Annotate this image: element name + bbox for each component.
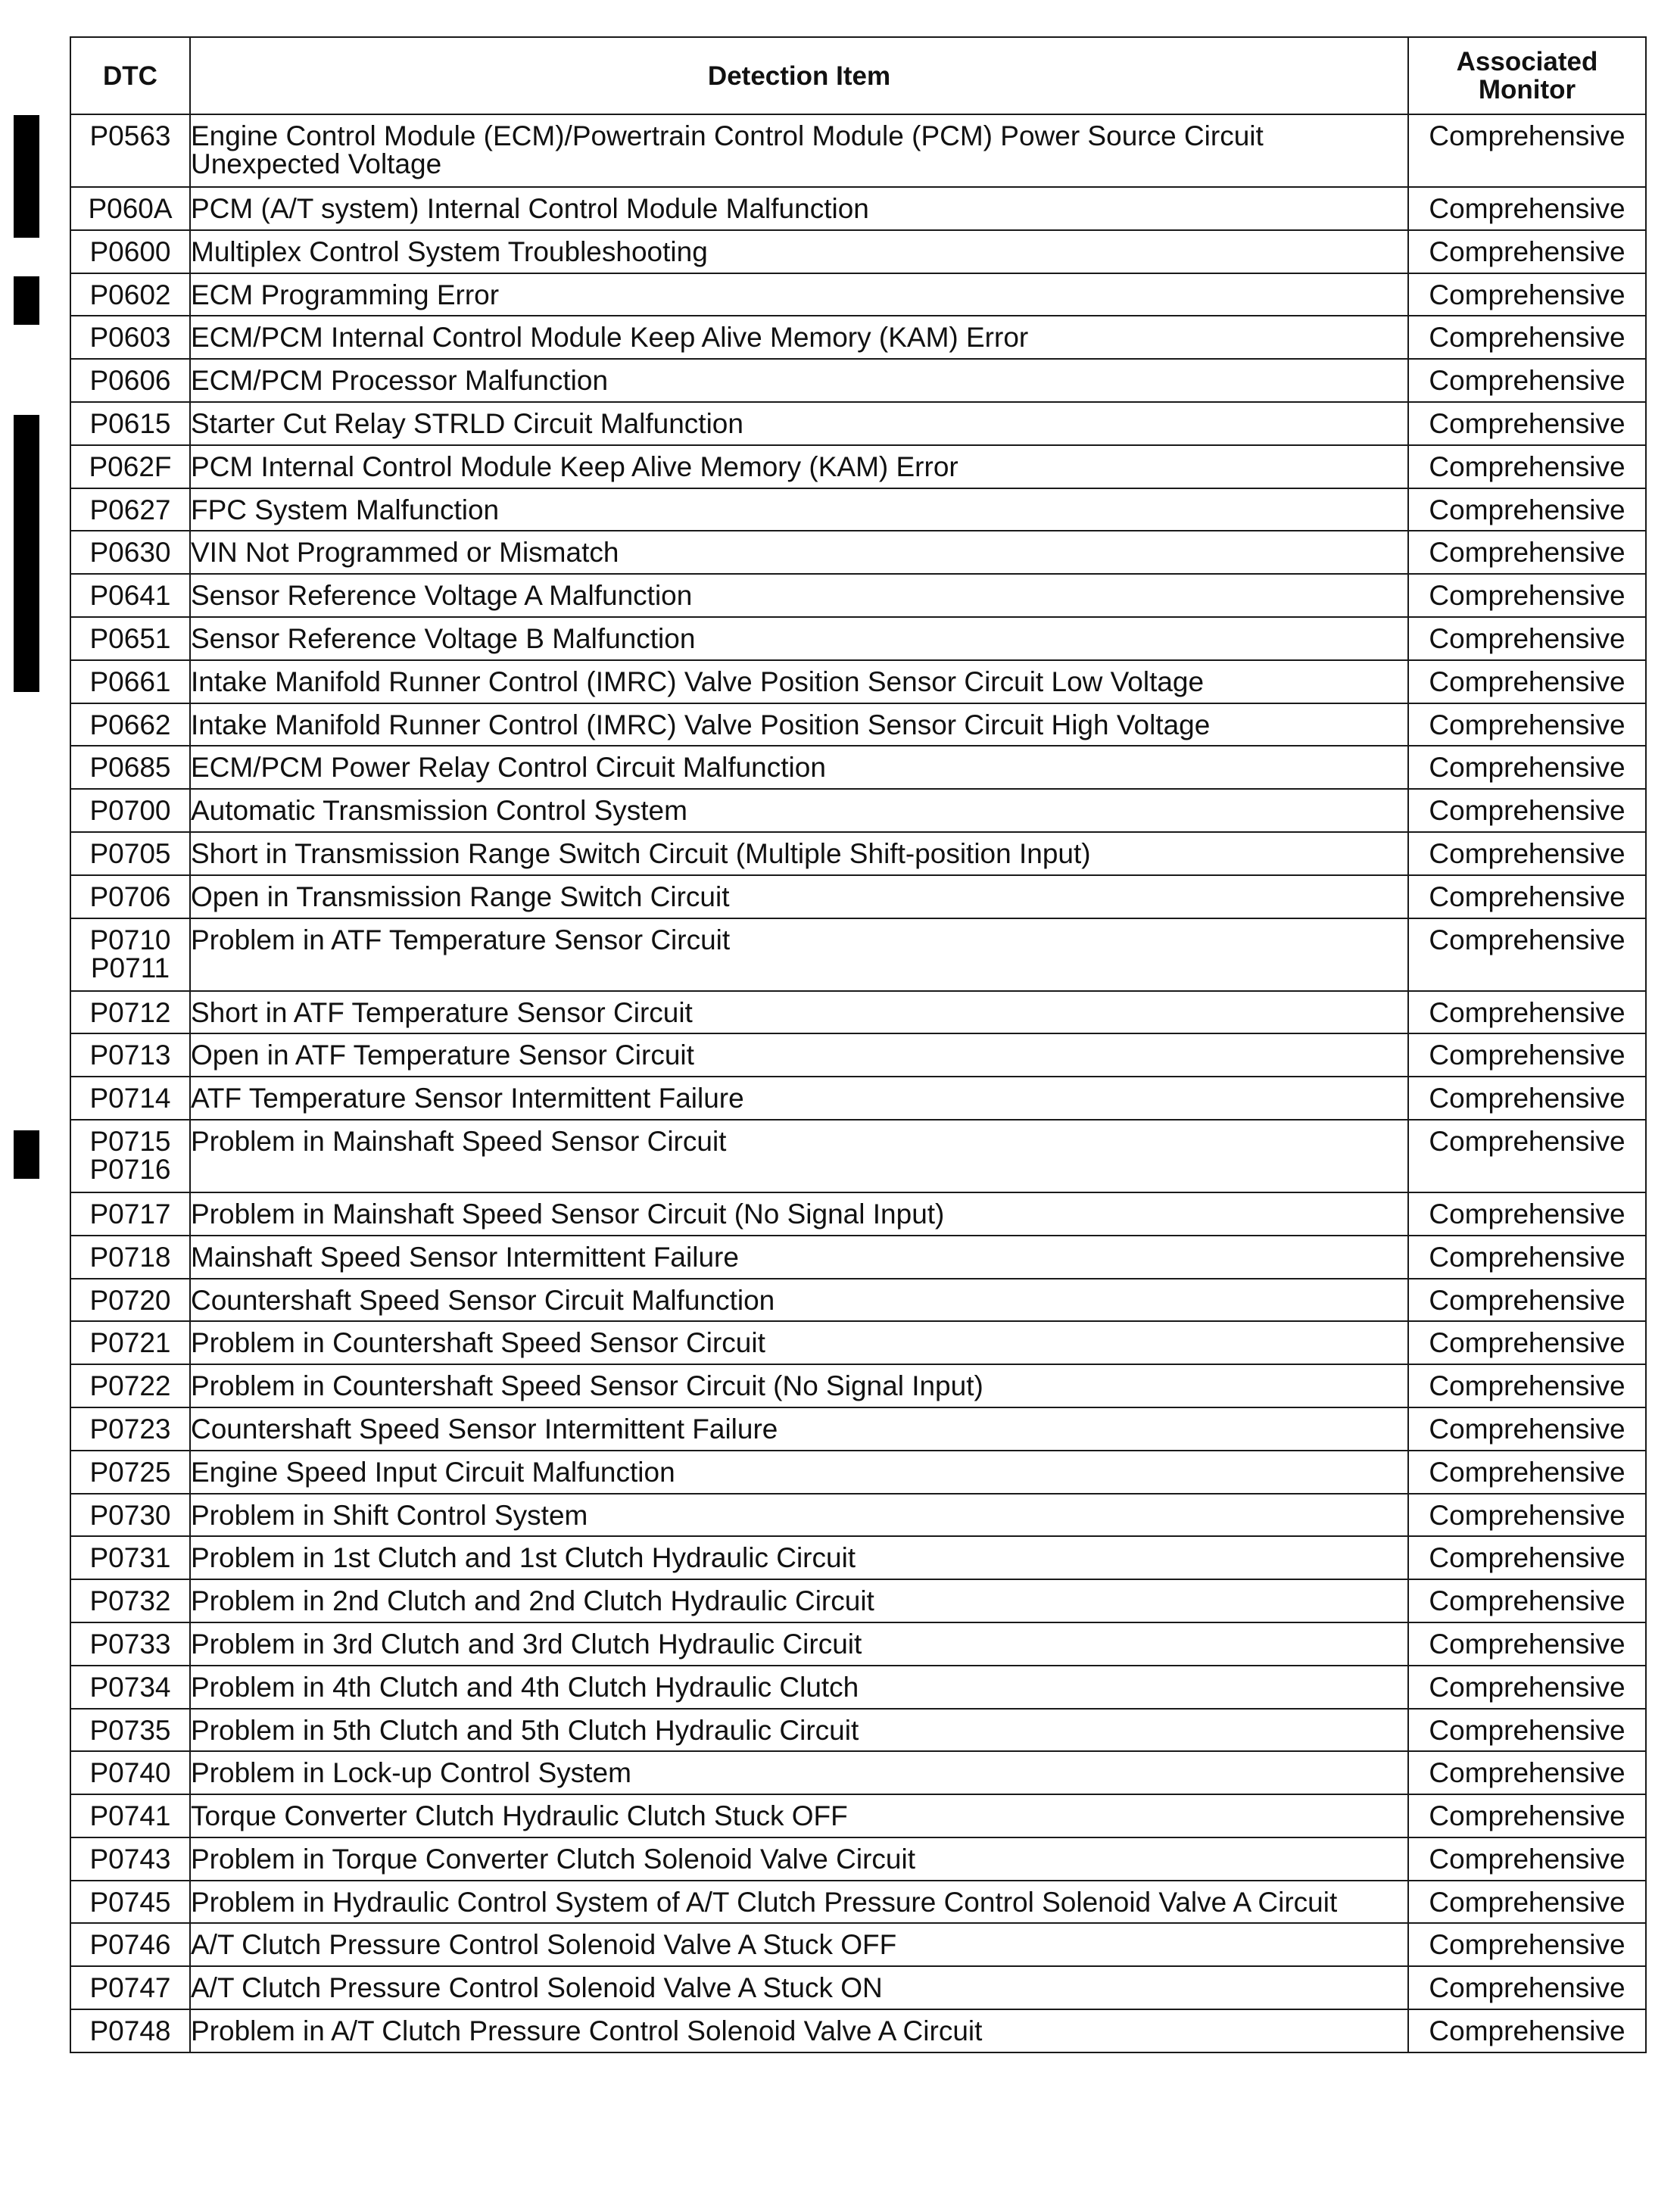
dtc-table [70, 36, 1647, 2053]
associated-monitor-cell: Comprehensive [1408, 574, 1646, 617]
dtc-cell: P0641 [70, 574, 190, 617]
associated-monitor-cell: Comprehensive [1408, 1451, 1646, 1494]
detection-item-cell: Intake Manifold Runner Control (IMRC) Valve Position Sensor Circuit Low Voltage [190, 660, 1408, 703]
associated-monitor-cell: Comprehensive [1408, 1364, 1646, 1407]
associated-monitor-cell: Comprehensive [1408, 1536, 1646, 1579]
table-row [70, 273, 1646, 316]
dtc-cell: P0743 [70, 1837, 190, 1881]
associated-monitor-cell: Comprehensive [1408, 1923, 1646, 1966]
dtc-cell: P0741 [70, 1794, 190, 1837]
table-row [70, 1966, 1646, 2009]
detection-item-cell: Engine Speed Input Circuit Malfunction [190, 1451, 1408, 1494]
dtc-cell: P0603 [70, 316, 190, 359]
dtc-cell: P0715 P0716 [70, 1120, 190, 1192]
table-row [70, 832, 1646, 875]
table-row [70, 1192, 1646, 1236]
dtc-cell: P0718 [70, 1236, 190, 1279]
dtc-cell: P0734 [70, 1666, 190, 1709]
dtc-cell: P0651 [70, 617, 190, 660]
table-row [70, 660, 1646, 703]
table-row [70, 1236, 1646, 1279]
dtc-cell: P0745 [70, 1881, 190, 1924]
dtc-cell: P0600 [70, 230, 190, 273]
associated-monitor-cell: Comprehensive [1408, 2009, 1646, 2052]
detection-item-cell: FPC System Malfunction [190, 488, 1408, 531]
detection-item-cell: Countershaft Speed Sensor Circuit Malfunction [190, 1279, 1408, 1322]
dtc-cell: P0731 [70, 1536, 190, 1579]
dtc-cell: P0720 [70, 1279, 190, 1322]
associated-monitor-cell: Comprehensive [1408, 991, 1646, 1034]
associated-monitor-cell: Comprehensive [1408, 1192, 1646, 1236]
table-row [70, 1077, 1646, 1120]
table-row [70, 1881, 1646, 1924]
associated-monitor-cell: Comprehensive [1408, 1966, 1646, 2009]
dtc-cell: P0615 [70, 402, 190, 445]
dtc-cell: P0732 [70, 1579, 190, 1622]
associated-monitor-cell: Comprehensive [1408, 1794, 1646, 1837]
table-row [70, 1364, 1646, 1407]
detection-item-cell: Problem in Lock-up Control System [190, 1751, 1408, 1794]
detection-item-cell: ECM/PCM Internal Control Module Keep Alive Memory (KAM) Error [190, 316, 1408, 359]
table-row [70, 359, 1646, 402]
table-row [70, 316, 1646, 359]
header-associated-monitor: Associated Monitor [1408, 37, 1646, 114]
detection-item-cell: ECM/PCM Power Relay Control Circuit Malfunction [190, 746, 1408, 789]
associated-monitor-cell: Comprehensive [1408, 531, 1646, 574]
detection-item-cell: Problem in Hydraulic Control System of A/T Clutch Pressure Control Solenoid Valve A Circuit [190, 1881, 1408, 1924]
table-header-row [70, 37, 1646, 114]
detection-item-cell: Countershaft Speed Sensor Intermittent Failure [190, 1407, 1408, 1451]
table-row [70, 230, 1646, 273]
dtc-cell: P0606 [70, 359, 190, 402]
table-row [70, 1451, 1646, 1494]
dtc-cell: P0735 [70, 1709, 190, 1752]
table-row [70, 875, 1646, 918]
dtc-cell: P0713 [70, 1033, 190, 1077]
detection-item-cell: A/T Clutch Pressure Control Solenoid Valve A Stuck ON [190, 1966, 1408, 2009]
table-row [70, 703, 1646, 746]
detection-item-cell: Problem in 1st Clutch and 1st Clutch Hydraulic Circuit [190, 1536, 1408, 1579]
associated-monitor-cell: Comprehensive [1408, 1837, 1646, 1881]
dtc-cell: P0747 [70, 1966, 190, 2009]
detection-item-cell: Problem in A/T Clutch Pressure Control Solenoid Valve A Circuit [190, 2009, 1408, 2052]
dtc-cell: P0746 [70, 1923, 190, 1966]
detection-item-cell: Sensor Reference Voltage B Malfunction [190, 617, 1408, 660]
table-row [70, 531, 1646, 574]
detection-item-cell: VIN Not Programmed or Mismatch [190, 531, 1408, 574]
table-row [70, 1622, 1646, 1666]
detection-item-cell: Problem in 4th Clutch and 4th Clutch Hydraulic Clutch [190, 1666, 1408, 1709]
detection-item-cell: Open in Transmission Range Switch Circuit [190, 875, 1408, 918]
dtc-cell: P0630 [70, 531, 190, 574]
associated-monitor-cell: Comprehensive [1408, 1321, 1646, 1364]
detection-item-cell: Problem in Torque Converter Clutch Solenoid Valve Circuit [190, 1837, 1408, 1881]
detection-item-cell: Engine Control Module (ECM)/Powertrain Control Module (PCM) Power Source Circuit Unexpected Voltage [190, 114, 1408, 187]
revision-bar [14, 1130, 39, 1179]
associated-monitor-cell: Comprehensive [1408, 1579, 1646, 1622]
associated-monitor-cell: Comprehensive [1408, 187, 1646, 230]
detection-item-cell: Problem in Shift Control System [190, 1494, 1408, 1537]
dtc-cell: P0700 [70, 789, 190, 832]
table-row [70, 402, 1646, 445]
associated-monitor-cell: Comprehensive [1408, 316, 1646, 359]
associated-monitor-cell: Comprehensive [1408, 1407, 1646, 1451]
associated-monitor-cell: Comprehensive [1408, 1751, 1646, 1794]
dtc-cell: P0748 [70, 2009, 190, 2052]
table-row [70, 1579, 1646, 1622]
dtc-cell: P0602 [70, 273, 190, 316]
table-row [70, 1794, 1646, 1837]
table-row [70, 1536, 1646, 1579]
detection-item-cell: Torque Converter Clutch Hydraulic Clutch Stuck OFF [190, 1794, 1408, 1837]
associated-monitor-cell: Comprehensive [1408, 746, 1646, 789]
dtc-cell: P0563 [70, 114, 190, 187]
table-row [70, 1666, 1646, 1709]
dtc-cell: P062F [70, 445, 190, 488]
detection-item-cell: Open in ATF Temperature Sensor Circuit [190, 1033, 1408, 1077]
detection-item-cell: A/T Clutch Pressure Control Solenoid Valve A Stuck OFF [190, 1923, 1408, 1966]
detection-item-cell: PCM Internal Control Module Keep Alive Memory (KAM) Error [190, 445, 1408, 488]
table-row [70, 1751, 1646, 1794]
associated-monitor-cell: Comprehensive [1408, 230, 1646, 273]
dtc-cell: P0721 [70, 1321, 190, 1364]
detection-item-cell: Short in Transmission Range Switch Circuit (Multiple Shift-position Input) [190, 832, 1408, 875]
dtc-cell: P0723 [70, 1407, 190, 1451]
table-row [70, 187, 1646, 230]
associated-monitor-cell: Comprehensive [1408, 1881, 1646, 1924]
table-row [70, 1923, 1646, 1966]
detection-item-cell: Problem in 2nd Clutch and 2nd Clutch Hydraulic Circuit [190, 1579, 1408, 1622]
table-row [70, 2009, 1646, 2052]
table-row [70, 918, 1646, 991]
revision-bar [14, 415, 39, 692]
table-row [70, 1709, 1646, 1752]
revision-bar [14, 115, 39, 238]
associated-monitor-cell: Comprehensive [1408, 445, 1646, 488]
associated-monitor-cell: Comprehensive [1408, 114, 1646, 187]
dtc-cell: P0722 [70, 1364, 190, 1407]
associated-monitor-cell: Comprehensive [1408, 1494, 1646, 1537]
table-row [70, 1407, 1646, 1451]
detection-item-cell: Problem in Mainshaft Speed Sensor Circuit [190, 1120, 1408, 1192]
associated-monitor-cell: Comprehensive [1408, 1236, 1646, 1279]
dtc-cell: P0685 [70, 746, 190, 789]
associated-monitor-cell: Comprehensive [1408, 1120, 1646, 1192]
detection-item-cell: Intake Manifold Runner Control (IMRC) Valve Position Sensor Circuit High Voltage [190, 703, 1408, 746]
table-row [70, 114, 1646, 187]
table-row [70, 1120, 1646, 1192]
detection-item-cell: Problem in 5th Clutch and 5th Clutch Hydraulic Circuit [190, 1709, 1408, 1752]
table-row [70, 574, 1646, 617]
table-body [70, 114, 1646, 2052]
dtc-cell: P0714 [70, 1077, 190, 1120]
header-dtc: DTC [70, 37, 190, 114]
revision-bar [14, 276, 39, 325]
dtc-cell: P0717 [70, 1192, 190, 1236]
associated-monitor-cell: Comprehensive [1408, 832, 1646, 875]
associated-monitor-cell: Comprehensive [1408, 1033, 1646, 1077]
associated-monitor-cell: Comprehensive [1408, 660, 1646, 703]
associated-monitor-cell: Comprehensive [1408, 402, 1646, 445]
dtc-cell: P0725 [70, 1451, 190, 1494]
table-row [70, 1494, 1646, 1537]
dtc-cell: P0712 [70, 991, 190, 1034]
associated-monitor-cell: Comprehensive [1408, 703, 1646, 746]
dtc-cell: P0627 [70, 488, 190, 531]
associated-monitor-cell: Comprehensive [1408, 789, 1646, 832]
table-row [70, 789, 1646, 832]
header-detection-item: Detection Item [190, 37, 1408, 114]
associated-monitor-cell: Comprehensive [1408, 875, 1646, 918]
dtc-cell: P0705 [70, 832, 190, 875]
detection-item-cell: Automatic Transmission Control System [190, 789, 1408, 832]
detection-item-cell: Problem in 3rd Clutch and 3rd Clutch Hydraulic Circuit [190, 1622, 1408, 1666]
associated-monitor-cell: Comprehensive [1408, 617, 1646, 660]
dtc-cell: P0710 P0711 [70, 918, 190, 991]
table-row [70, 1321, 1646, 1364]
table-row [70, 617, 1646, 660]
associated-monitor-cell: Comprehensive [1408, 488, 1646, 531]
associated-monitor-cell: Comprehensive [1408, 1709, 1646, 1752]
associated-monitor-cell: Comprehensive [1408, 918, 1646, 991]
table-row [70, 1279, 1646, 1322]
associated-monitor-cell: Comprehensive [1408, 1666, 1646, 1709]
table-row [70, 1033, 1646, 1077]
dtc-cell: P060A [70, 187, 190, 230]
detection-item-cell: Problem in ATF Temperature Sensor Circuit [190, 918, 1408, 991]
associated-monitor-cell: Comprehensive [1408, 1279, 1646, 1322]
detection-item-cell: Multiplex Control System Troubleshooting [190, 230, 1408, 273]
table-row [70, 746, 1646, 789]
detection-item-cell: Problem in Countershaft Speed Sensor Circuit (No Signal Input) [190, 1364, 1408, 1407]
detection-item-cell: Sensor Reference Voltage A Malfunction [190, 574, 1408, 617]
detection-item-cell: ECM Programming Error [190, 273, 1408, 316]
dtc-cell: P0662 [70, 703, 190, 746]
associated-monitor-cell: Comprehensive [1408, 273, 1646, 316]
associated-monitor-cell: Comprehensive [1408, 359, 1646, 402]
table-row [70, 445, 1646, 488]
detection-item-cell: Mainshaft Speed Sensor Intermittent Failure [190, 1236, 1408, 1279]
associated-monitor-cell: Comprehensive [1408, 1077, 1646, 1120]
detection-item-cell: ECM/PCM Processor Malfunction [190, 359, 1408, 402]
dtc-cell: P0740 [70, 1751, 190, 1794]
dtc-cell: P0706 [70, 875, 190, 918]
detection-item-cell: Problem in Mainshaft Speed Sensor Circuit (No Signal Input) [190, 1192, 1408, 1236]
table-row [70, 991, 1646, 1034]
table-row [70, 488, 1646, 531]
detection-item-cell: Problem in Countershaft Speed Sensor Circuit [190, 1321, 1408, 1364]
detection-item-cell: Starter Cut Relay STRLD Circuit Malfunction [190, 402, 1408, 445]
detection-item-cell: ATF Temperature Sensor Intermittent Failure [190, 1077, 1408, 1120]
table-row [70, 1837, 1646, 1881]
associated-monitor-cell: Comprehensive [1408, 1622, 1646, 1666]
dtc-cell: P0733 [70, 1622, 190, 1666]
detection-item-cell: PCM (A/T system) Internal Control Module Malfunction [190, 187, 1408, 230]
dtc-cell: P0661 [70, 660, 190, 703]
dtc-cell: P0730 [70, 1494, 190, 1537]
detection-item-cell: Short in ATF Temperature Sensor Circuit [190, 991, 1408, 1034]
